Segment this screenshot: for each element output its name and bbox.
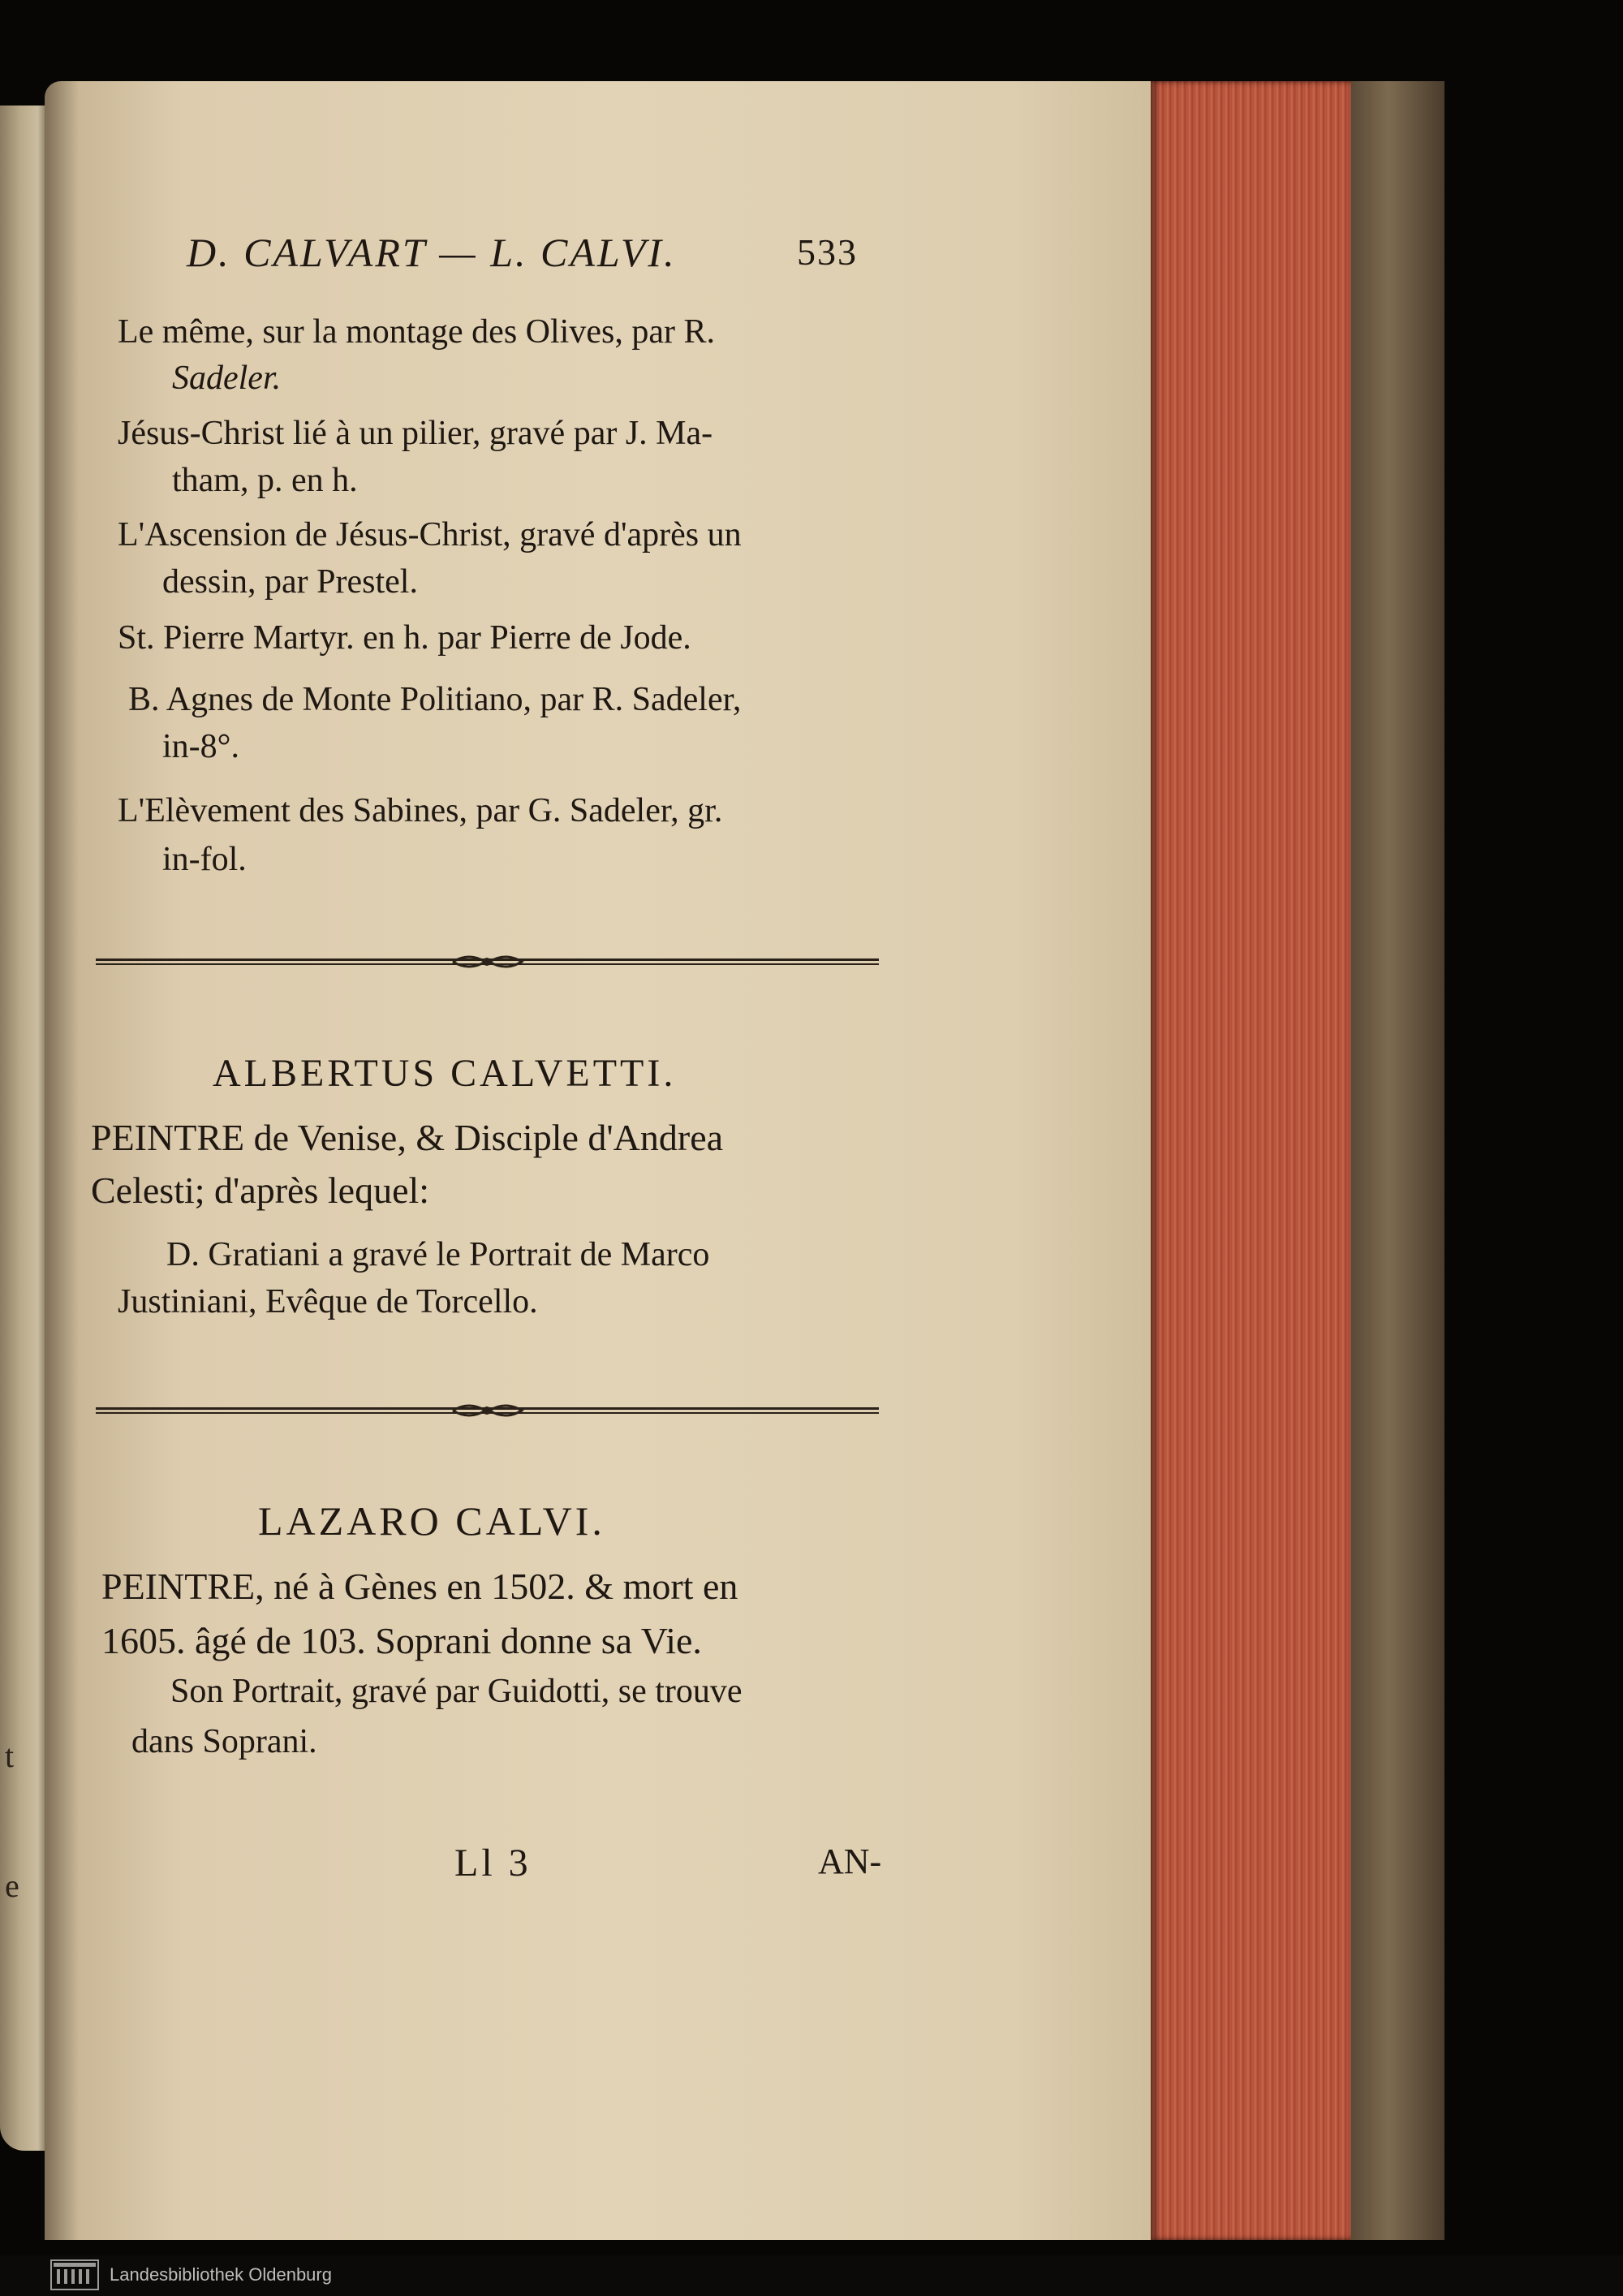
ornamental-divider [96, 954, 879, 970]
section-title: LAZARO CALVI. [258, 1498, 605, 1544]
page-fore-edge [1151, 81, 1354, 2240]
page-number: 533 [797, 231, 858, 273]
text-line: B. Agnes de Monte Politiano, par R. Sadeler, [128, 681, 742, 718]
text-line: tham, p. en h. [172, 462, 358, 499]
text-line: St. Pierre Martyr. en h. par Pierre de Jode. [118, 619, 691, 657]
running-title: D. CALVART — L. CALVI. [187, 230, 677, 275]
text-line: in-8°. [162, 728, 239, 765]
left-page-mark: e [5, 1867, 19, 1904]
text-line: 1605. âgé de 103. Soprani donne sa Vie. [101, 1620, 702, 1661]
text-line: Justiniani, Evêque de Torcello. [118, 1283, 538, 1320]
catchword: AN- [818, 1842, 882, 1881]
section-title: ALBERTUS CALVETTI. [213, 1052, 677, 1095]
library-name: Landesbibliothek Oldenburg [110, 2264, 332, 2285]
text-line: L'Elèvement des Sabines, par G. Sadeler, gr. [118, 792, 723, 829]
library-logo-icon [50, 2259, 99, 2290]
text-line: PEINTRE de Venise, & Disciple d'Andrea [91, 1117, 724, 1158]
text-line: Le même, sur la montage des Olives, par R. [118, 313, 715, 351]
text-line: PEINTRE, né à Gènes en 1502. & mort en [101, 1566, 738, 1607]
ornamental-divider [96, 1402, 879, 1419]
text-line: Son Portrait, gravé par Guidotti, se trouve [170, 1673, 743, 1710]
text-line: D. Gratiani a gravé le Portrait de Marco [166, 1236, 710, 1273]
book-page [45, 81, 1181, 2240]
text-line: dans Soprani. [131, 1723, 317, 1760]
text-line: Celesti; d'après lequel: [91, 1170, 430, 1211]
left-page-mark: t [5, 1738, 15, 1774]
signature-mark: Ll 3 [454, 1842, 532, 1885]
text-line: Sadeler. [172, 360, 282, 397]
book-cover [1351, 81, 1444, 2240]
text-line: in-fol. [162, 841, 247, 878]
text-line: dessin, par Prestel. [162, 563, 418, 601]
text-line: Jésus-Christ lié à un pilier, gravé par J. Ma- [118, 415, 713, 452]
text-line: L'Ascension de Jésus-Christ, gravé d'après un [118, 516, 742, 554]
left-page-edge [0, 106, 50, 2151]
